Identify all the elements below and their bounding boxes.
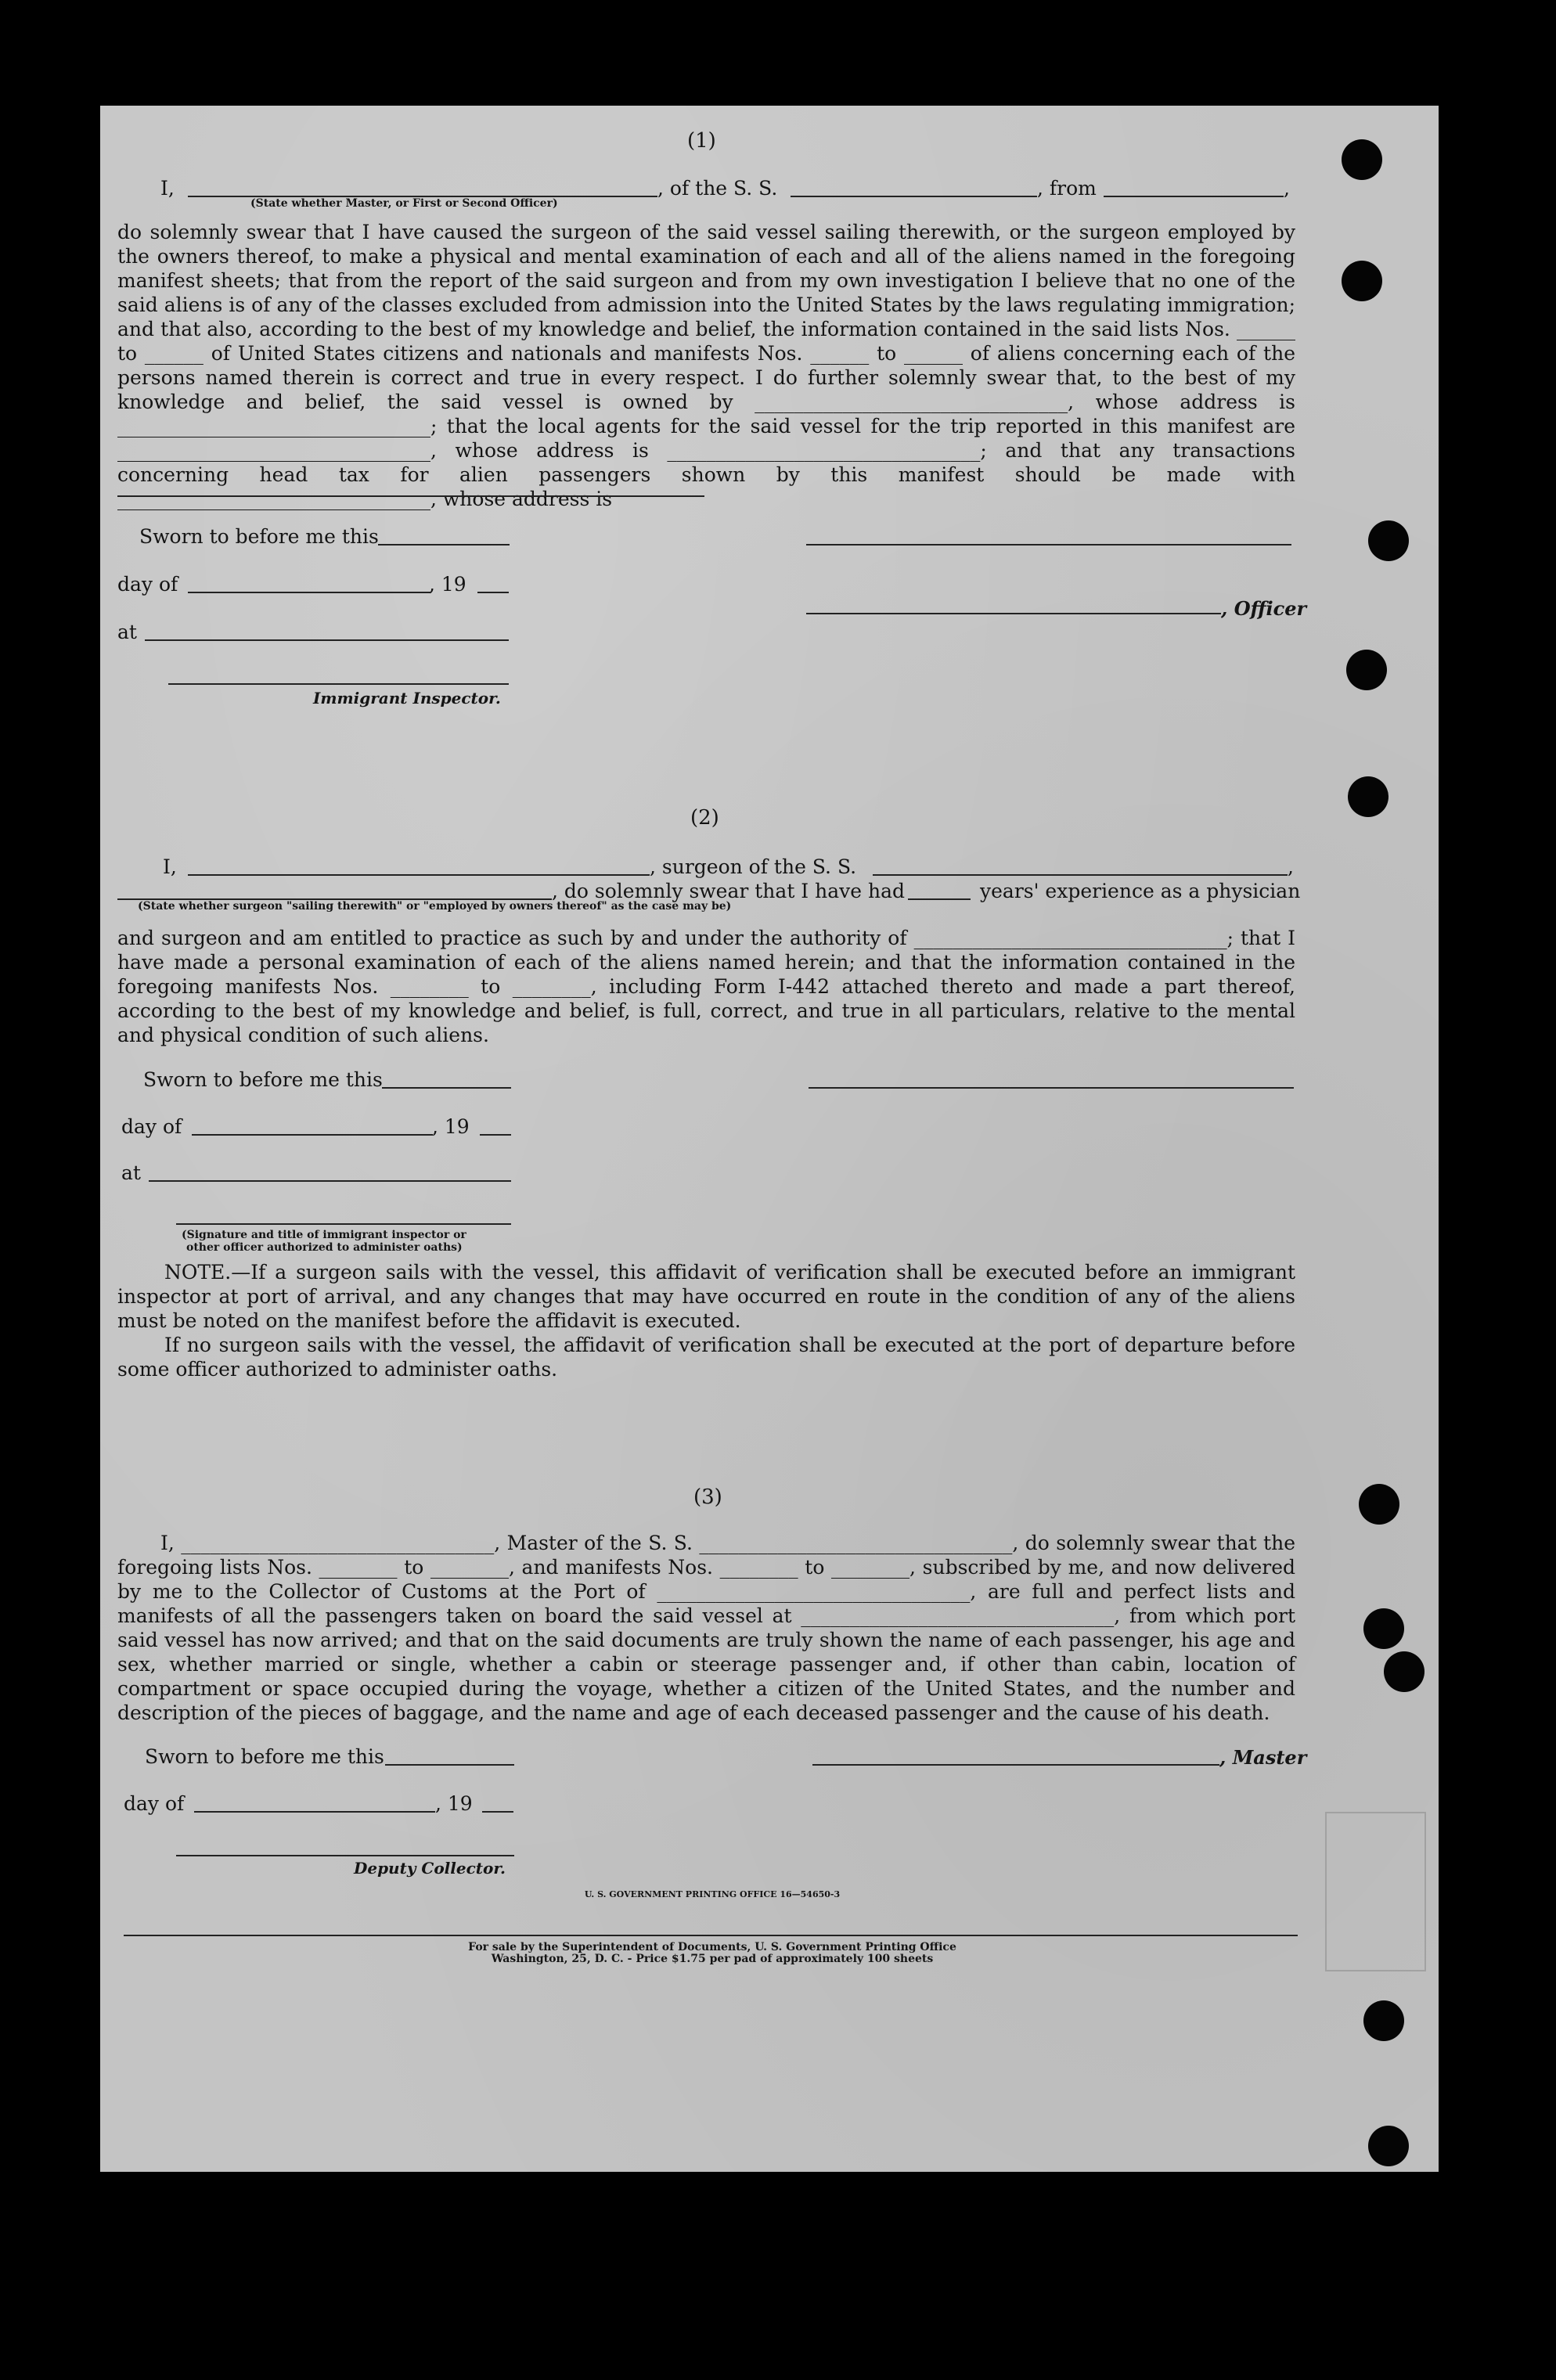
year-field[interactable] xyxy=(477,592,509,593)
years-label: years' experience as a physician xyxy=(980,880,1301,902)
punch-hole xyxy=(1368,2126,1409,2166)
collector-signature-field[interactable] xyxy=(176,1855,514,1856)
day-of-field[interactable] xyxy=(192,1134,433,1136)
years-field[interactable] xyxy=(908,898,971,900)
vessel-name-field[interactable] xyxy=(791,196,1037,197)
year-label: , 19 xyxy=(435,1792,473,1815)
section-number: (1) xyxy=(687,129,716,153)
from-port-field[interactable] xyxy=(1104,196,1284,197)
signature-caption: (Signature and title of immigrant inspector or xyxy=(182,1229,466,1241)
note-text: If no surgeon sails with the vessel, the affidavit of verification shall be executed at the port of departure before some officer authorized to administer oaths. xyxy=(117,1334,1295,1381)
sworn-label: Sworn to before me this xyxy=(139,525,379,548)
officer-signature-field[interactable] xyxy=(806,544,1291,545)
swear-label: , do solemnly swear that I have had xyxy=(552,880,906,902)
field-label-i: I, xyxy=(163,855,177,878)
punch-hole xyxy=(1363,1608,1404,1649)
officer-title-field[interactable] xyxy=(806,613,1221,614)
punch-hole xyxy=(1346,650,1387,690)
field-label-from: , from xyxy=(1037,177,1097,200)
punch-hole xyxy=(1384,1651,1425,1692)
printing-office-line: U. S. GOVERNMENT PRINTING OFFICE 16—54650-3 xyxy=(584,1889,841,1899)
master-label: , Master xyxy=(1219,1746,1307,1769)
section2-paragraph xyxy=(117,926,1295,1047)
faint-stamp xyxy=(1325,1812,1426,1971)
surgeon-signature-field[interactable] xyxy=(809,1087,1294,1089)
sale-line: For sale by the Superintendent of Documents, U. S. Government Printing Office xyxy=(468,1941,956,1953)
surgeon-name-field[interactable] xyxy=(188,874,650,876)
day-of-label: day of xyxy=(117,573,178,596)
punch-hole xyxy=(1368,520,1409,561)
year-label: , 19 xyxy=(432,1115,470,1138)
day-of-label: day of xyxy=(124,1792,185,1815)
sworn-label: Sworn to before me this xyxy=(145,1745,384,1768)
year-label: , 19 xyxy=(429,573,466,596)
day-of-field[interactable] xyxy=(194,1811,435,1813)
punch-hole xyxy=(1359,1484,1399,1525)
footer-rule xyxy=(124,1935,1298,1936)
officer-label: , Officer xyxy=(1221,597,1307,620)
field-label-of-ss: , of the S. S. xyxy=(657,177,778,200)
year-field[interactable] xyxy=(480,1134,511,1136)
field-caption: (State whether Master, or First or Second Officer) xyxy=(250,197,558,210)
punch-hole xyxy=(1342,261,1382,301)
deputy-label: Deputy Collector. xyxy=(354,1859,506,1878)
inspector-label: Immigrant Inspector. xyxy=(313,689,501,708)
note-label: NOTE. xyxy=(164,1261,232,1284)
field-caption: (State whether surgeon "sailing therewith" or "employed by owners thereof" as the case may be) xyxy=(138,900,732,913)
section3-paragraph xyxy=(117,1531,1295,1725)
punch-hole xyxy=(1363,2000,1404,2041)
address-field[interactable] xyxy=(117,495,704,497)
at-field[interactable] xyxy=(145,639,509,641)
day-of-field[interactable] xyxy=(188,592,430,593)
sworn-date-field[interactable] xyxy=(378,544,510,545)
affidavit-text: I, ________________________________, Master of the S. S. ________________________________, do solemnly swear that the foregoing lists Nos. ________ to ________, and manifests Nos. ________ to ________, subscribed by me, and now delivered by me to the Collector of Customs at the Port of ________________________________, are full and perfect lists and manifests of all the passengers taken on board the said vessel at ________________________________, from which port said vessel has now arrived; and that on the said documents are truly shown the name of each passenger, his age and sex, whether married or single, whether a cabin or steerage passenger and, if other than cabin, location of compartment or space occupied during the voyage, whether a citizen of the United States, and the number and description of the pieces of baggage, and the name and age of each deceased passenger and the cause of his death. xyxy=(117,1532,1295,1724)
signature-caption: other officer authorized to administer oaths) xyxy=(186,1241,463,1254)
year-field[interactable] xyxy=(482,1811,513,1813)
sale-line: Washington, 25, D. C. - Price $1.75 per pad of approximately 100 sheets xyxy=(491,1953,934,1965)
inspector-signature-field[interactable] xyxy=(168,683,509,685)
at-label: at xyxy=(121,1161,141,1184)
affidavit-text: and surgeon and am entitled to practice as such by and under the authority of ________________________________; that I have made a personal examination of each of the aliens named herein; and that the information contained in the foregoing manifests Nos. ________ to ________, including Form I-442 attached thereto and made a part thereof, according to the best of my knowledge and belief, is full, correct, and true in all particulars, relative to the mental and physical condition of such aliens. xyxy=(117,927,1295,1046)
day-of-label: day of xyxy=(121,1115,182,1138)
sworn-date-field[interactable] xyxy=(382,1087,511,1089)
surgeon-label: , surgeon of the S. S. xyxy=(650,855,857,878)
note-text: —If a surgeon sails with the vessel, this affidavit of verification shall be executed before an immigrant inspector at port of arrival, and any changes that may have occurred en route in the condition of any of the aliens must be noted on the manifest before the affidavit is executed. xyxy=(117,1261,1295,1332)
vessel-name-field[interactable] xyxy=(873,874,1288,876)
signature-field[interactable] xyxy=(176,1223,511,1225)
at-field[interactable] xyxy=(149,1180,511,1182)
punch-hole xyxy=(1342,139,1382,180)
section1-paragraph xyxy=(117,220,1295,511)
sworn-date-field[interactable] xyxy=(385,1764,514,1766)
at-label: at xyxy=(117,621,137,643)
sworn-label: Sworn to before me this xyxy=(143,1068,383,1091)
punch-hole xyxy=(1348,776,1389,817)
affidavit-text: do solemnly swear that I have caused the surgeon of the said vessel sailing therewith, or the surgeon employed by the owners thereof, to make a physical and mental examination of each and all of the aliens named in the foregoing manifest sheets; that from the report of the said surgeon and from my own investigation I believe that no one of the said aliens is of any of the classes excluded from admission into the United States by the laws regulating immigration; and that also, according to the best of my knowledge and belief, the information contained in the said lists Nos. ______ to ______ of United States citizens and nationals and manifests Nos. ______ to ______ of aliens concerning each of the persons named therein is correct and true in every respect. I do further solemnly swear that, to the best of my knowledge and belief, the said vessel is owned by ________________________________, whose address is ________________________________; that the local agents for the said vessel for the trip reported in this manifest are ________________________________, whose address is ________________________________; and that any transactions concerning head tax for alien passengers shown by this manifest should be made with ________________________________, whose address is xyxy=(117,221,1295,510)
section-number: (3) xyxy=(693,1485,722,1509)
field-label-i: I, xyxy=(160,177,175,200)
note-paragraph xyxy=(117,1260,1295,1381)
master-signature-field[interactable] xyxy=(812,1764,1219,1766)
section-number: (2) xyxy=(690,806,719,830)
